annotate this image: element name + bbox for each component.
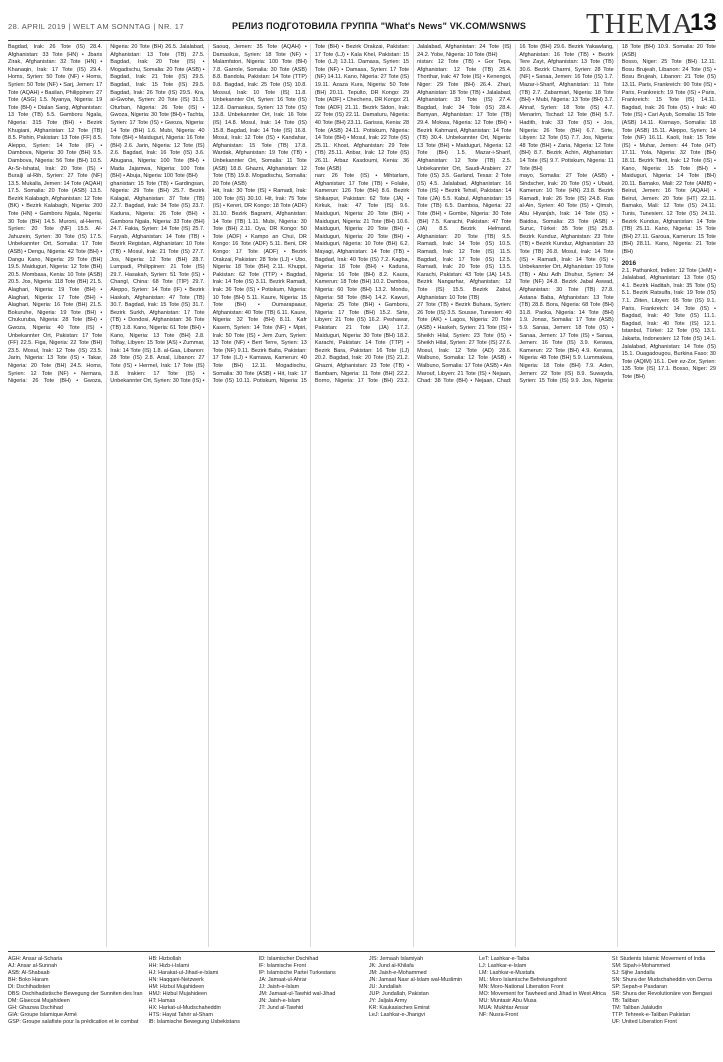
header-rule [8, 40, 715, 41]
legend-entry: KR: Kaukasisches Emirat [368, 1005, 430, 1011]
legend-entry: MUA: Mukhtar Ansar [479, 1005, 529, 1011]
legend-entry: ML: Moro Islamische Befreiungsfront [479, 977, 567, 983]
legend-entry: AJ: Ansar al-Sunnah [8, 963, 58, 969]
legend-column [149, 956, 253, 1056]
section-title: THEMA [586, 8, 695, 40]
legend-entry: DM: Glaeccai Mujahideen [8, 998, 70, 1004]
legend-entry: ASB: Al-Shabaab [8, 970, 50, 976]
legend-entry: LM: Lashkar-e-Mustafa [479, 970, 535, 976]
legend-entry: JA: Jamaat-ul-Ahrar [258, 977, 307, 983]
legend-entry: HTS: Hayat Tahrir al-Sham [148, 1012, 213, 1018]
legend-entry: MU: Muntasir Abu Musa [479, 998, 537, 1004]
legend-entry: JT: Jund al-Tawhid [258, 1005, 304, 1011]
legend-entry: HB: Hizbollah [148, 956, 182, 962]
legend-column [479, 956, 606, 1056]
legend-entry: AGH: Ansar al-Scharia [8, 956, 63, 962]
legend-entry: TM: Taliban Jalaludin [611, 1005, 663, 1011]
legend-entry: IB: Islamische Bewegung Usbekistans [148, 1019, 240, 1025]
legend-entry: HMJ: Hizbul Mujahideen [148, 991, 207, 997]
legend-entry: UF: United Liberation Front [611, 1019, 677, 1025]
legend-entry: MO: Movement for Tawheed and Jihad in West Africa [479, 991, 606, 997]
legend-entry: ID: Islamischer Dschihad [258, 956, 319, 962]
legend-entry: MN: Moro-National Liberation Front [479, 984, 564, 990]
legend-column [8, 956, 143, 1056]
attack-list-block: nistan: 12 Tote (TB) • Gor Tepa, Afghanistan: 12 Tote (TB) 25.4. Thorthar, Irak: 47 Tote (IS) • Kenengoi, Niger: 29 Tote (BH) 26.4. Zhari, Afghanistan: 18 Tote (TB) • Jalalabad, Afghanistan: 33 Tote (IS) 27.4. Bagdad, Irak: 34 Tote (IS) 28.4. Bamyan, Afghanistan: 17 Tote (TB) 29.4. Mokwa, Nigeria: 12 Tote (BH) • Bezirk Kahmard, Afghanistan: 14 Tote (TB) 30.4. Unbekannter Ort, Nigeria: 13 Tote (BH) • Maiduguri, Nigeria: 12 Tote (BH) 1.5. Mazar-i-Sharif, Afghanistan: 12 Tote (TB) 2.5. Unbekannter Ort, Saudi-Arabien: 27 Tote (IS) 3.5. Garland, Texas: 2 Tote (IS) 4.5. Jalalabad, Afghanistan: 16 Tote (IS) • Bezirk Tehsil, Pakistan: 14 Tote (JA) 5.5. Kabul, Afghanistan: 15 Tote (TB) 6.5. Damboa, Nigeria: 22 Tote (BH) • Gombe, Nigeria: 30 Tote (BH) 7.5. Karachi, Pakistan: 47 Tote (JA) 8.5. Bezirk Helmand, Afghanistan: 20 Tote (TB) 9.5. Ramadi, Irak: 14 Tote (IS) 10.5. Ramadi, Irak: 12 Tote (IS) 11.5. Bagdad, Irak: 17 Tote (IS) 12.5. Ramadi, Irak: 20 Tote (IS) 13.5. Karachi, Pakistan: 43 Tote (JA) 14.5. Bezirk Nangarhar, Afghanistan: 12 Tote (IS) 15.5. Bezirk Zabul, Afghanistan: 10 Tote (TB) [417, 59, 512, 301]
legend-entry: LeJ: Lashkar-e-Jhangvi [368, 1012, 425, 1018]
attack-list-block: ghanistan: 15 Tote (TB) • Gardingsan, Nigeria: 29 Tote (BH) 25.7. Bezirk Kalagal, Afghanistan: 37 Tote (TB) 22.7. Bagdad, Irak: 34 Tote (IS) 23.7. Kaduna, Nigeria: 26 Tote (BH) • Gambora Ngala, Nigeria: 33 Tote (BH) 24.7. Fakia, Syrien: 14 Tote (IS) 25.7. Faryab, Afghanistan: 14 Tote (TB) • Bezirk Registan, Afghanistan: 10 Tote (TB) • Mosul, Irak: 21 Tote (IS) 27.7. Jos, Nigeria: 12 Tote (BH) 28.7. Lumpadi, Philippinen: 21 Tote (IS) 29.7. Hasakah, Syrien: 51 Tote (IS) • Changl, China: 68 Tote (TIP) 29.7. Aleppo, Syrien: 14 Tote (IF) • Bezirk Haskah, Afghanistan: 47 Tote (TB) 30.7. Bagdad, Irak: 15 Tote (IS) 31.7. Bezirk Surkh, Afghanistan: 17 Tote (TB) • Dondosi, Afghanistan: 36 Tote (TB) 1.8. Kano, Nigeria: 61 Tote (BH) • Kano, Nigeria: 13 Tote (BH) 2.8. Tolfay, Libyen: 15 Tote (AS) • Zummar, Irak: 14 Tote (IS) 1.8. al-Gaa, Libanon: 28 Tote (IS) 2.8. Arsal, Libanon: 27 Tote (IS) • Hermel, Irak: 17 Tote (IS) 3.8. Irakien: 17 Tote (IS) • Unbekannter Ort, Syrien: 30 Tote (IS) • Saouq, Jemen: 35 Tote (AQAH) • Damaskus, Syrien: 18 Tote (NF) • Malamfatori, Nigeria: 100 Tote (BH) 7.8. Garrole, Somalia: 30 Tote (ASB) 8.8. Bandola, Pakistan: 14 Tote (TTP) 9.8. Bagdad, Irak: 25 Tote (IS) 10.8. Mossul, Irak: 10 Tote (IS) 11.8. Unbekannter Ort, Syrien: 16 Tote (IS) 12.8. Damaskus, Syrien: 13 Tote (IS) 13.8. Unbekannter Ort, Irak: 16 Tote (IS) 14.8. Mosul, Irak: 14 Tote (IS) 15.8. Bagdad, Irak: 14 Tote (IS) 16.8. Mosul, Irak: 12 Tote (IS) • Kandahar, Afghanistan: 15 Tote (TB) 17.8. Wardak, Afghanistan: 19 Tote (TB) • Unbekannter Ort, Somalia: 11 Tote (ASB) 18.8. Ghazni, Afghanistan: 12 Tote (TB) 19.8. Mogadischu, Somalia: 20 Tote (ASB) [110, 44, 307, 385]
release-credit: РЕЛИЗ ПОДГОТОВИЛА ГРУППА "What's News" VK.COM/WSNWS [232, 21, 527, 31]
legend-entry: DBS: Dschihadistische Bewegung der Sunniten des Iran [8, 991, 143, 997]
legend-entry: TB: Taliban [611, 998, 639, 1004]
legend-entry: HM: Hizbul Mujahideen [148, 984, 205, 990]
legend-entry: HT: Hamas [148, 998, 176, 1004]
legend-entry: HN: Haqqani-Netzwerk [148, 977, 204, 983]
legend-entry: NF: Nusra-Front [479, 1012, 518, 1018]
legend-entry: IP: Islamische Partei Turkestans [258, 970, 336, 976]
legend-entry: GH: Ghazwa Dschihad [8, 1005, 63, 1011]
abbreviation-legend [8, 956, 716, 1056]
legend-entry: TTP: Tehreek-e-Taliban Pakistan [611, 1012, 690, 1018]
legend-entry: JK: Jund al-Khilafa [368, 963, 414, 969]
legend-entry: SR: Shura der Revolutionäre von Bengasi [611, 991, 712, 997]
legend-entry: SJ: Sijhe Jandalla [611, 970, 655, 976]
attack-list-block: nan: 26 Tote (IS) • Mihtarlam, Afghanistan: 17 Tote (TB) • Folake, Kamerun: 126 Tote (BH) 8.6. Bezirk Shikarpur, Pakistan: 62 Tote (JA) • Kirkuk, Irak: 47 Tote (IS) 9.6. Maiduguri, Nigeria: 20 Tote (BH) • Maiduguri, Nigeria: 21 Tote (BH) 10.6. Maiduguri, Nigeria: 20 Tote (BH) • Maiduguri, Nigeria: 20 Tote (BH) • Maiduguri, Nigeria: 10 Tote (BH) 6.2. Mayagi, Afghanistan: 14 Tote (TB) • Bagdad, Irak: 40 Tote (IS) 7.2. Kagba, Nigeria: 18 Tote (BH) • Kaduna, Nigeria: 16 Tote (BH) 8.2. Kaura, Kamerun: 18 Tote (BH) 10.2. Damboa, Nigeria: 60 Tote (BH) 13.2. Mondu, Nigeria: 58 Tote (BH) 14.2. Kawuri, Nigeria: 25 Tote (BH) • Gamboru, Nigeria: 17 Tote (BH) 15.2. Sirte, Libyen: 21 Tote (IS) 16.2. Peshawar, Pakistan: 21 Tote (JA) 17.2. Maiduguri, Nigeria: 30 Tote (BH) 18.2. Karachi, Pakistan: 14 Tote (TTP) • Bezirk Bara, Pakistan: 16 Tote (LJ) 20.2. Bagdad, Irak: 20 Tote (IS) 21.2. Ghazni, Afghanistan: 23 Tote (TB) • Bambam, Nigeria: 11 Tote (BH) 22.2. Borno, Nigeria: 17 Tote (BH) 23.2. Jalalabad, Afghanistan: 24 Tote (IS) 24.2. Yobe, Nigeria: 10 Tote (BH) [314, 44, 512, 385]
legend-entry: JU: Jundallah [368, 984, 402, 990]
legend-entry: SI: Students Islamic Movement of India [611, 956, 706, 962]
attack-list-block: 2.1. Pathankot, Indien: 12 Tote (JeM) • Jalalabad, Afghanistan: 13 Tote (IS) 4.1. Bezirk Haditah, Irak: 35 Tote (IS) 5.1. Bezirk Ratsulfa, Irak: 19 Tote (IS) 7.1. Zliten, Libyen: 65 Tote (IS) 9.1. Paris, Frankreich: 14 Tote (IS) • Bagdad, Irak: 40 Tote (IS) 11.1. Bagdad, Irak: 40 Tote (IS) 12.1. Istanbul, Türkei: 12 Tote (IS) 13.1. Jakarta, Indonesien: 12 Tote (IS) 14.1. Jalalabad, Afghanistan: 14 Tote (IS) 15.1. Ouagadougou, Burkina Faso: 30 Tote (AQIM) 16.1. Deir ez-Zor, Syrien: 135 Tote (IS) 17.1. Bosso, Niger: 29 Tote (BH) [621, 267, 716, 380]
legend-entry: SN: Shura der Mudschaheddin von Derna [611, 977, 712, 983]
attack-list-block: Bosso, Niger: 25 Tote (BH) 12.11. Bosu Brujeah, Libanon: 24 Tote (IS) • Bosu Brujeah, Libanon: 21 Tote (IS) 13.11. Paris, Frankreich: 90 Tote (IS) • Paris, Frankreich: 19 Tote (IS) • Paris, Frankreich: 15 Tote (IS) 14.11. Bagdad, Irak: 26 Tote (IS) • Irak: 40 Tote (IS) • Cari Ayub, Somalia: 15 Tote (ASB) 14.11. Kismayo, Somalia: 18 Tote (ASB) 15.11. Aleppo, Syrien: 14 Tote (NF) 16.11. Kaoli, Irak: 15 Tote (IS) • Muhar, Jemen: 44 Tote (HT) 17.11. Yola, Nigeria: 32 Tote (BH) 18.11. Bezirk Tikrit, Irak: 12 Tote (IS) • Kano, Nigeria: 15 Tote (BH) • Maiduguri, Nigeria: 14 Tote (BH) 20.11. Bamako, Mali: 22 Tote (AMB) • Beirut, Jemen: 16 Tote (AQAH) • Beirut, Jemen: 20 Tote (HT) 22.11. Bamako, Mali: 12 Tote (IS) 24.11. Tunis, Tunesien: 12 Tote (IS) 24.11. Bezirk Kundus, Afghanistan: 14 Tote (TB) 25.11. Kano, Nigeria: 15 Tote (BH) 27.11. Garoua, Kamerun: 15 Tote (BH) 28.11. Kano, Nigeria: 21 Tote (BH) [621, 59, 716, 256]
legend-entry: JUP: Jundallah, Pakistan [368, 991, 429, 997]
legend-entry: DI: Dschihadisten [8, 984, 51, 990]
issue-meta: 28. APRIL 2019 | WELT AM SONNTAG | NR. 17 [8, 22, 184, 31]
legend-entry: BH: Boko Haram [8, 977, 49, 983]
legend-entry: JN: Jamaat Nasr al-Islam wal-Muslimin [368, 977, 463, 983]
legend-entry: JM: Jaish-e-Mohammed [368, 970, 427, 976]
legend-entry: HJ: Harakat-ul-Jihad-e-Islami [148, 970, 219, 976]
legend-column [612, 956, 716, 1056]
attack-list-block: Bagdad, Irak: 26 Tote (IS) 28.4. Afghanistan: 33 Tote (HN) • Jbaris Zirak, Afghanistan: 32 Tote (HN) • Khanaqin, Irak: 17 Tote (IS) 29.4. Homs, Syrien: 50 Tote (NF) • Homs, Syrien: 50 Tote (NF) • Sarj, Jemen: 17 Tote (AQAH) • Basilan, Philippinen: 27 Tote (ASG) 1.5. Nyanya, Nigeria: 19 Tote (BH) • Dialan Sang, Afghanistan: 13 Tote (TB) 5.5. Gamboru Ngala, Nigeria: 315 Tote (BH) • Bezirk Khugiani, Afghanistan: 12 Tote (TB) 8.5. Pishin, Pakistan: 13 Tote (FF) 8.5. Aleppo, Syrien: 14 Tote (IF) • Dambova, Nigeria: 30 Tote (BH) 9.5. Dambova, Nigeria: 56 Tote (BH) 10.5. Ar-Sr-Ishatal, Irak: 20 Tote (IS) • Buraiji al-Rih, Syrien: 27 Tote (NF) 13.5. Mukalla, Jemen: 14 Tote (AQAH) 17.5. Somalia: 20 Tote (ASB) 13.5. Bezirk Kalabagh, Afghanistan: 12 Tote (BK) • Bezirk Kalabagh, Nigeria: 200 Tote (HN) • Gamboru Ngala, Nigeria: 30 Tote (BH) 14.5. Muroni, al-Hermi, Syrien: 20 Tote (NF) 15.5. Al-Jahuzein, Syrien: 30 Tote (IS) 17.5. Unbekannter Ort, Somalia: 17 Tote (ASB) • Dengu, Nigeria: 42 Tote (BH) • Dangu Kano, Nigeria: 29 Tote (BH) 19.5. Maiduguri, Nigeria: 12 Tote (BH) 20.5. Mombasa, Kenia: 10 Tote (ASB) 20.5. Jos, Nigeria: 118 Tote (BH) 21.5. Alaghari, Nigeria: 19 Tote (BH) • Alaghari, Nigeria: 17 Tote (BH) • Alaghari, Nigeria: 16 Tote (BH) 21.5. Bokuruhe, Nigeria: 19 Tote (BH) • Chukuruba, Nigeria: 28 Tote (BH) • Gwoza, Nigeria: 40 Tote (IS) • Unbekannter Ort, Pakistan: 17 Tote (FF) 22.5. Figa, Nigeria: 22 Tote (BH) 23.5. Mosul, Irak: 12 Tote (IS) 23.5. Jarin, Nigeria: 13 Tote (IS) • Takar, Nigeria: 20 Tote (BH) 24.5. Homs, Syrien: 12 Tote (NF) • Nemara, Nigeria: 26 Tote (BH) • Gwoza, Nigeria: 20 Tote (BH) 26.5. Jalalabad, Afghanistan: 13 Tote (TB) 27.5. Bagdad, Irak: 20 Tote (IS) • Mogadischu, Somalia: 20 Tote (ASB) • Bagdad, Irak: 21 Tote (IS) 29.5. Bagdad, Irak: 15 Tote (IS) 29.5. Bagdad, Irak: 26 Tote (IS) 29.5. Kra, al-Gwohe, Syrien: 20 Tote (IS) 31.5. Oturban, Nigeria: 26 Tote (IS) • Gwoza, Nigeria: 30 Tote (BH) • Tachta, Syrien: 17 Tote (IS) • Gwoza, Nigeria: 14 Tote (BH) 1.6. Mubi, Nigeria: 40 Tote (BH) • Maiduguri, Nigeria: 16 Tote (BH) 2.6. Jarin, Nigeria: 12 Tote (IS) 2.6. Bagdad, Irak: 16 Tote (IS) 3.6. Abugana, Nigeria: 100 Tote (BH) • Mada Jajamwa, Nigeria: 100 Tote (BH) • Abuja, Nigeria: 100 Tote (BH) [8, 44, 205, 385]
legend-entry: HH: Hizb-i-Islami [148, 963, 189, 969]
legend-entry: GSP: Groupe salafiste pour la prédication et le combat [8, 1019, 139, 1025]
legend-entry: JY: Jaljala Army [368, 998, 407, 1004]
attack-list-block: 27 Tote (TB) • Bezirk Buhara, Syrien: 26 Tote (IS) 3.5. Sousse, Tunesien: 40 Tote (AK) • Lagos, Nigeria: 20 Tote (ASB) • Haskeh, Syrien: 21 Tote (IS) • Sheikh Hilal, Syrien: 23 Tote (IS) • Sheikh Hilal, Syrien: 27 Tote (IS) 27.6. Mosul, Irak: 12 Tote (AD) 28.6. Walbuno, Somalia: 12 Tote (ASB) • Walbuno, Somalia: 17 Tote (ASB) • Ain Marouf, Libyen: 21 Tote (IS) • Nejaan, Chad: 38 Tote (BH) • Nejaan, Chad: 16 Tote (BH) 29.6. Bezirk Yakawlang, Afghanistan: 16 Tote (TB) • Bezirk Tere Zayt, Afghanistan: 13 Tote (TB) 30.6. Bezirk Charmi, Syrien: 28 Tote (NF) • Sanaa, Jemen: 16 Tote (IS) 1.7. Mazar-i-Sharif, Afghanistan: 11 Tote (TB) 2.7. Zabarmari, Nigeria: 18 Tote (BH) • Mubi, Nigeria: 13 Tote (BH) 3.7. Ahnaf, Syrien: 18 Tote (IS) 4.7. Menarim, Tschad: 12 Tote (BH) 5.7. Hadith, Irak: 33 Tote (IS) • Jos, Nigeria: 26 Tote (BH) 6.7. Sirte, Libyen: 12 Tote (IS) 7.7. Jos, Nigeria: 48 Tote (BH) • Zaria, Nigeria: 12 Tote (BH) 8.7. Bezirk Achin, Afghanistan: 14 Tote (IS) 9.7. Potiskum, Nigeria: 11 Tote (BH) [417, 44, 614, 385]
attack-list-block: mayo, Somalia: 27 Tote (ASB) • Sindscher, Irak: 20 Tote (IS) • Ubaid, Kamerun: 10 Tote (HN) 23.8. Bezirk Ramadi, Irak: 26 Tote (IS) 24.8. Ras al-Ain, Syrien: 40 Tote (IS) • Qimsh, Abu Hiyanjah, Irak: 14 Tote (IS) • Baidoa, Somalia: 23 Tote (ASB) • Suruc, Türkei: 35 Tote (IS) 25.8. Bezirk Kunduz, Afghanistan: 23 Tote (TB) • Bezirk Kunduz, Afghanistan: 33 Tote (TB) 26.8. Mosul, Irak: 14 Tote (IS) • Ramadi, Irak: 14 Tote (IS) • Unbekannter Ort, Afghanistan: 19 Tote (TB) • Abu Adh Dhuhur, Syrien: 34 Tote (NF) 24.8. Bezirk Jabal Aswad, Afghanistan: 30 Tote (TB) 27.8. Astana Baba, Afghanistan: 13 Tote (TB) 28.8. Bora, Nigeria: 68 Tote (BH) 31.8. Paoka, Nigeria: 14 Tote (BH) 1.9. Jonas, Somalia: 17 Tote (ASB) 5.9. Sanaa, Jemen: 18 Tote (IS) • Sanaa, Jemen: 17 Tote (IS) • Sanaa, Jemen: 16 Tote (IS) 3.9. Kerawa, Kamerun: 22 Tote (BH) 4.9. Kerawa, Nigeria: 48 Tote (BH) 5.9. Lummakwa, Nigeria: 18 Tote (BH) 7.9. Aden, Jemen: 22 Tote (IS) 8.9. Suwayda, Syrien: 15 Tote (IS) 9.9. Jos, Nigeria: 18 Tote (BH) 10.9. Somalia: 20 Tote (ASB) [519, 44, 716, 385]
legend-column [259, 956, 363, 1056]
legend-entry: LeT: Lashkar-e-Taiba [479, 956, 530, 962]
legend-entry: JJ: Jaish-e-Islam [258, 984, 300, 990]
legend-entry: SM: Sipah-i-Mohammed [611, 963, 670, 969]
attack-list-columns [8, 44, 716, 947]
legend-column [369, 956, 473, 1056]
legend-rule [8, 951, 715, 952]
attack-list-block: Hit, Irak: 30 Tote (IS) • Ramadi, Irak: 100 Tote (IS) 30.10. Hit, Irak: 75 Tote (IS) • Kereri, DR Kongo: 18 Tote (ADF) 31.10. Bezirk Bagrami, Afghanistan: 14 Tote (TB) 1.11. Mubi, Nigeria: 30 Tote (BH) 2.11. Oya, DR Kongo: 50 Tote (ADF) • Kampo an Chui, DR Kongo: 16 Tote (ADF) 5.11. Beni, DR Kongo: 17 Tote (ADF) • Bezirk Orakzai, Pakistan: 28 Tote (LJ) • Ubo, Nigeria: 18 Tote (BH) 2.11. Khuppi, Pakistan: 62 Tote (TTP) • Bagdad, Irak: 14 Tote (IS) 3.11. Bezirk Ramadi, Irak: 36 Tote (IS) • Potiskum, Nigeria: 10 Tote (BH) 5.11. Kaure, Nigeria: 15 Tote (BH) • Oumarapaaur, Afghanistan: 40 Tote (TB) 6.11. Kaure, Nigeria: 32 Tote (BH) 8.11. Kafr Kasem, Syrien: 14 Tote (NF) • Mpiri, Irak: 50 Tote (IS) • Jem Zum, Syrien: 13 Tote (NF) • Bert Terre, Syrien: 13 Tote (NF) 9.11. Bezirk Balta, Pakistan: 17 Tote (LJ) • Kamawa, Kamerun: 40 Tote (BH) 12.11. Mogadischu, Somalia: 30 Tote (ASB) • Hit, Irak: 17 Tote (IS) 10.11. Potiskum, Nigeria: 15 Tote (BH) • Bezirk Orakzai, Pakistan: 17 Tote (LJ) • Kala Khel, Pakistan: 15 Tote (LJ) 13.11. Damasa, Syrien: 15 Tote (NF) • Damasa, Syrien: 17 Tote (NF) 14.11. Kano, Nigeria: 27 Tote (IS) 19.11. Azaza Kura, Nigeria: 50 Tote (BH) 20.11. Tepulto, DR Kongo: 29 Tote (ADF) • Chechens, DR Kongo: 21 Tote (ADF) 21.11. Bezirk Sidon, Irak: 22 Tote (IS) 22.11. Damaturu, Nigeria: 40 Tote (BH) 23.11. Garissa, Kenia: 28 Tote (ASB) 24.11. Potiskum, Nigeria: 14 Tote (BH) • Mosul, Irak: 22 Tote (IS) 25.11. Khost, Afghanistan: 29 Tote (TB) 25.11. Anbar, Irak: 12 Tote (IS) 26.11. Arbaz Kasdoumi, Kenia: 36 Tote (ASB) [212, 44, 410, 385]
legend-entry: LJ: Lashkar-e-Islam [479, 963, 527, 969]
legend-entry: HX: Harkat-ul-Mudschaheddin [148, 1005, 221, 1011]
page-number: 13 [690, 9, 717, 36]
legend-entry: IF: Islamische Front [258, 963, 307, 969]
legend-entry: JIS: Jemaah Islamiyah [368, 956, 424, 962]
legend-entry: JN: Jaish-e-Islam [258, 998, 301, 1004]
legend-entry: JM: Jamaat-ul-Tawhid wal-Jihad [258, 991, 336, 997]
page-header [0, 0, 723, 40]
year-heading: 2016 [621, 259, 637, 267]
legend-entry: GIA: Groupe Islamique Armé [8, 1012, 77, 1018]
legend-entry: SP: Sepah-e Pasdaran [611, 984, 668, 990]
